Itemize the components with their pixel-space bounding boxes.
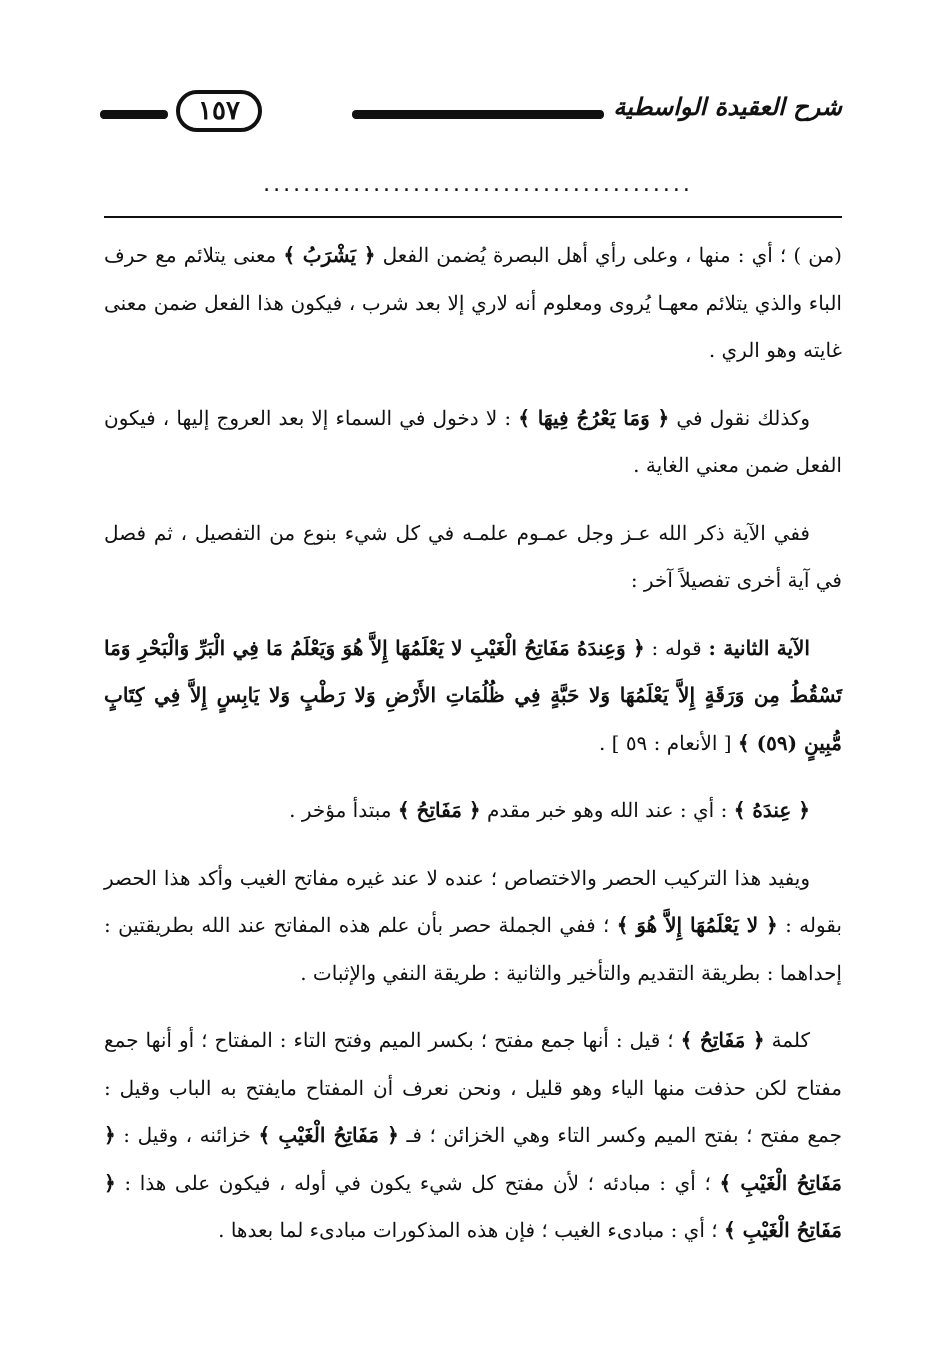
text: خزائنه ، وقيل : (115, 1123, 259, 1147)
paragraph (104, 855, 842, 998)
section-label: الآية الثانية : (708, 635, 810, 660)
paragraph (104, 395, 842, 490)
quran-quote: ﴿ مَفَاتِحُ ﴾ (397, 798, 481, 822)
quran-quote: ﴿ يَشْرَبُ ﴾ (283, 243, 376, 267)
quran-quote: ﴿ عِندَهُ ﴾ (733, 798, 810, 822)
text: قوله : (644, 635, 709, 660)
page-number: ١٥٧ (176, 90, 262, 132)
quran-quote: ﴿ لا يَعْلَمُهَا إِلاَّ هُوَ ﴾ (616, 913, 778, 937)
text: ؛ أي : مبادئه ؛ لأن مفتح كل شيء يكون في أوله ، فيكون على هذا : (115, 1170, 720, 1195)
paragraph (104, 787, 842, 835)
paragraph (104, 232, 842, 375)
text: وكذلك نقول في (669, 405, 810, 430)
text: (من ) ؛ أي : منها ، وعلى رأي أهل البصرة يُضمن الفعل (375, 243, 842, 267)
book-title: شرح العقيدة الواسطية (613, 92, 842, 121)
page-header (100, 88, 842, 140)
paragraph (104, 1017, 842, 1255)
quran-quote: ﴿ مَفَاتِحُ الْغَيْبِ ﴾ (104, 1170, 842, 1242)
text: : لا دخول في السماء إلا بعد العروج إليها ، فيكون الفعل ضمن معني الغاية . (104, 405, 842, 477)
paragraph (104, 510, 842, 605)
text: ؛ ففي الجملة حصر بأن علم هذه المفاتح عند الله بطريقتين : إحداهما : بطريقة التقديم والتأخير والثانية : طريقة النفي والإثبات . (104, 913, 842, 985)
text: ففي الآية ذكر الله عـز وجل عمـوم علمـه في كل شيء بنوع من التفصيل ، ثم فصل في آية أخرى تفصيلاً آخر : (104, 520, 842, 592)
header-rule-right (352, 110, 604, 119)
quran-quote: ﴿ مَفَاتِحُ الْغَيْبِ ﴾ (104, 1123, 842, 1195)
quran-quote: ﴿ مَفَاتِحُ الْغَيْبِ ﴾ (258, 1123, 399, 1147)
text: معنى يتلائم مع حرف الباء والذي يتلائم معهـا يُروى ومعلوم أنه لاري إلا بعد شرب ، فيكون هذا الفعل ضمن معنى غايته وهو الري . (104, 243, 842, 362)
text: : أي : عند الله وهو خبر مقدم (480, 798, 734, 822)
quran-quote: ﴿ وَعِندَهُ مَفَاتِحُ الْغَيْبِ لا يَعْلَمُهَا إِلاَّ هُوَ وَيَعْلَمُ مَا فِي الْبَرِّ وَالْبَحْرِ وَمَا تَسْقُطُ مِن وَرَقَةٍ إِلاَّ يَعْلَمُهَا وَلا حَبَّةٍ فِي ظُلُمَاتِ الأَرْضِ وَلا رَطْبٍ وَلا يَابِسٍ إِلاَّ فِي كِتَابٍ مُّبِينٍ (٥٩) ﴾ (104, 635, 842, 755)
text: ويفيد هذا التركيب الحصر والاختصاص ؛ عنده لا عند غيره مفاتح الغيب وأكد هذا الحصر بقوله : (104, 865, 842, 937)
page-body (104, 232, 842, 1275)
text: مبتدأ مؤخر . (289, 798, 398, 822)
text: ؛ قيل : أنها جمع مفتح ؛ بكسر الميم وفتح التاء : المفتاح ؛ أو أنها جمع مفتاح لكن حذفت منها الياء وهو قليل ، ونحن نعرف أن المفتاح مايفتح به الباب وقيل : جمع مفتح ؛ بفتح الميم وكسر التاء وهي الخزائن ؛ فـ (104, 1028, 842, 1147)
text: ؛ أي : مبادىء الغيب ؛ فإن هذه المذكورات مبادىء لما بعدها . (218, 1218, 724, 1242)
text: [ الأنعام : ٥٩ ] . (598, 730, 738, 755)
quran-quote: ﴿ مَفَاتِحُ ﴾ (680, 1028, 765, 1052)
separator-line (104, 216, 842, 218)
quran-quote: ﴿ وَمَا يَعْرُجُ فِيهَا ﴾ (518, 405, 670, 430)
text: كلمة (764, 1028, 810, 1052)
paragraph (104, 625, 842, 768)
header-rule-left (100, 110, 168, 119)
footnote-dots: ........................................... (263, 172, 693, 197)
